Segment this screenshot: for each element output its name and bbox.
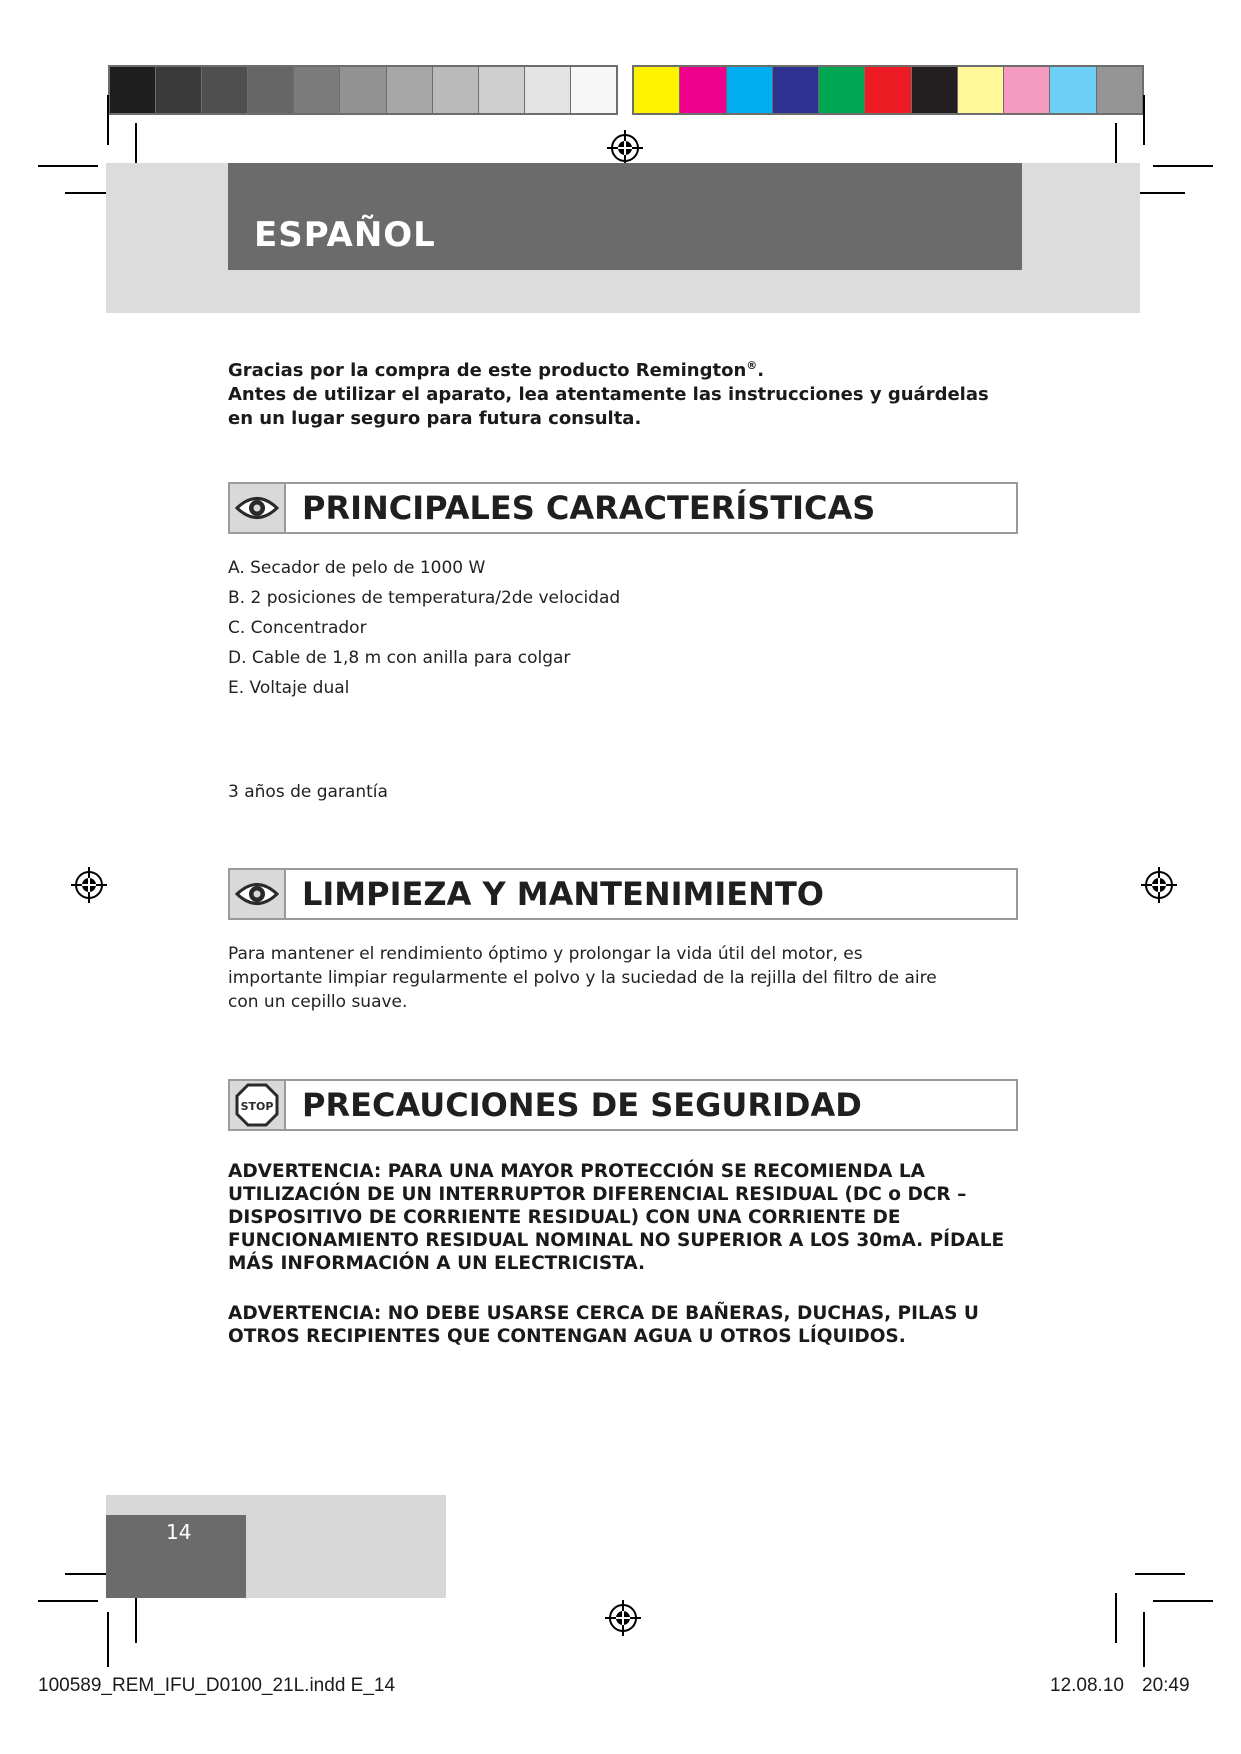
crop-mark [38,165,98,167]
feature-item: A. Secador de pelo de 1000 W [228,558,486,578]
color-swatch [202,67,247,113]
color-swatch [865,67,910,113]
registration-mark-icon [69,865,109,905]
crop-mark [1135,192,1185,194]
section-title: PRINCIPALES CARACTERÍSTICAS [302,489,876,527]
color-swatch [294,67,339,113]
crop-mark [38,1600,98,1602]
section-title: LIMPIEZA Y MANTENIMIENTO [302,875,824,913]
page-title: ESPAÑOL [254,215,436,255]
color-swatch [156,67,201,113]
intro-text [228,354,1008,431]
crop-mark [1135,1573,1185,1575]
registration-mark-icon [605,128,645,168]
warranty-text: 3 años de garantía [228,782,388,802]
color-swatch [248,67,293,113]
color-swatch [433,67,478,113]
crop-mark [1153,165,1213,167]
feature-item: C. Concentrador [228,618,367,638]
crop-mark [1143,1612,1145,1667]
slug-time: 20:49 [1142,1675,1190,1696]
crop-mark [1143,95,1145,145]
feature-item: B. 2 posiciones de temperatura/2de velocidad [228,588,621,608]
section-header-features [228,482,1018,534]
section-title: PRECAUCIONES DE SEGURIDAD [302,1086,862,1124]
color-swatch [1050,67,1095,113]
safety-warning-1: ADVERTENCIA: PARA UNA MAYOR PROTECCIÓN SE RECOMIENDA LA UTILIZACIÓN DE UN INTERRUPTOR DIFERENCIAL RESIDUAL (DC o DCR – DISPOSITIVO DE CORRIENTE RESIDUAL) CON UNA CORRIENTE DE FUNCIONAMIENTO RESIDUAL NOMINAL NO SUPERIOR A LOS 30mA. PÍDALE MÁS INFORMACIÓN A UN ELECTRICISTA. [228,1161,1005,1274]
feature-item: D. Cable de 1,8 m con anilla para colgar [228,648,571,668]
crop-mark [107,1612,109,1667]
section-header-safety [228,1079,1018,1131]
color-swatch [819,67,864,113]
color-swatch [479,67,524,113]
process-color-bar [632,65,1144,115]
feature-item: E. Voltaje dual [228,678,350,698]
cleaning-text: Para mantener el rendimiento óptimo y prolongar la vida útil del motor, es importante limpiar regularmente el polvo y la suciedad de la rejilla del filtro de aire con un cepillo suave. [228,944,937,1012]
color-swatch [1097,67,1142,113]
color-swatch [634,67,679,113]
color-swatch [387,67,432,113]
grayscale-color-bar [108,65,618,115]
color-swatch [1004,67,1049,113]
registration-mark-icon [1139,865,1179,905]
color-swatch [680,67,725,113]
color-swatch [110,67,155,113]
crop-mark [135,1593,137,1643]
crop-mark [1153,1600,1213,1602]
color-swatch [958,67,1003,113]
intro-line-1: Gracias por la compra de este producto Remington [228,360,747,381]
crop-mark [1115,1593,1117,1643]
intro-line-2: Antes de utilizar el aparato, lea atentamente las instrucciones y guárdelas en un lugar seguro para futura consulta. [228,384,989,429]
file-slug: 100589_REM_IFU_D0100_21L.indd E_14 [38,1675,396,1696]
color-swatch [773,67,818,113]
registration-mark-icon [603,1598,643,1638]
color-swatch [727,67,772,113]
eye-icon [230,870,286,918]
color-swatch [571,67,616,113]
section-header-cleaning [228,868,1018,920]
color-swatch [912,67,957,113]
registered-mark: ® [746,359,758,372]
color-swatch [525,67,570,113]
crop-mark [107,95,109,145]
page-number: 14 [166,1520,192,1544]
safety-warning-2: ADVERTENCIA: NO DEBE USARSE CERCA DE BAÑERAS, DUCHAS, PILAS U OTROS RECIPIENTES QUE CONTENGAN AGUA U OTROS LÍQUIDOS. [228,1303,979,1347]
eye-icon [230,484,286,532]
intro-line-1-end: . [757,360,765,381]
stop-icon-label: STOP [240,1100,274,1113]
slug-date: 12.08.10 [1050,1675,1124,1696]
stop-icon [230,1081,286,1129]
color-swatch [340,67,385,113]
